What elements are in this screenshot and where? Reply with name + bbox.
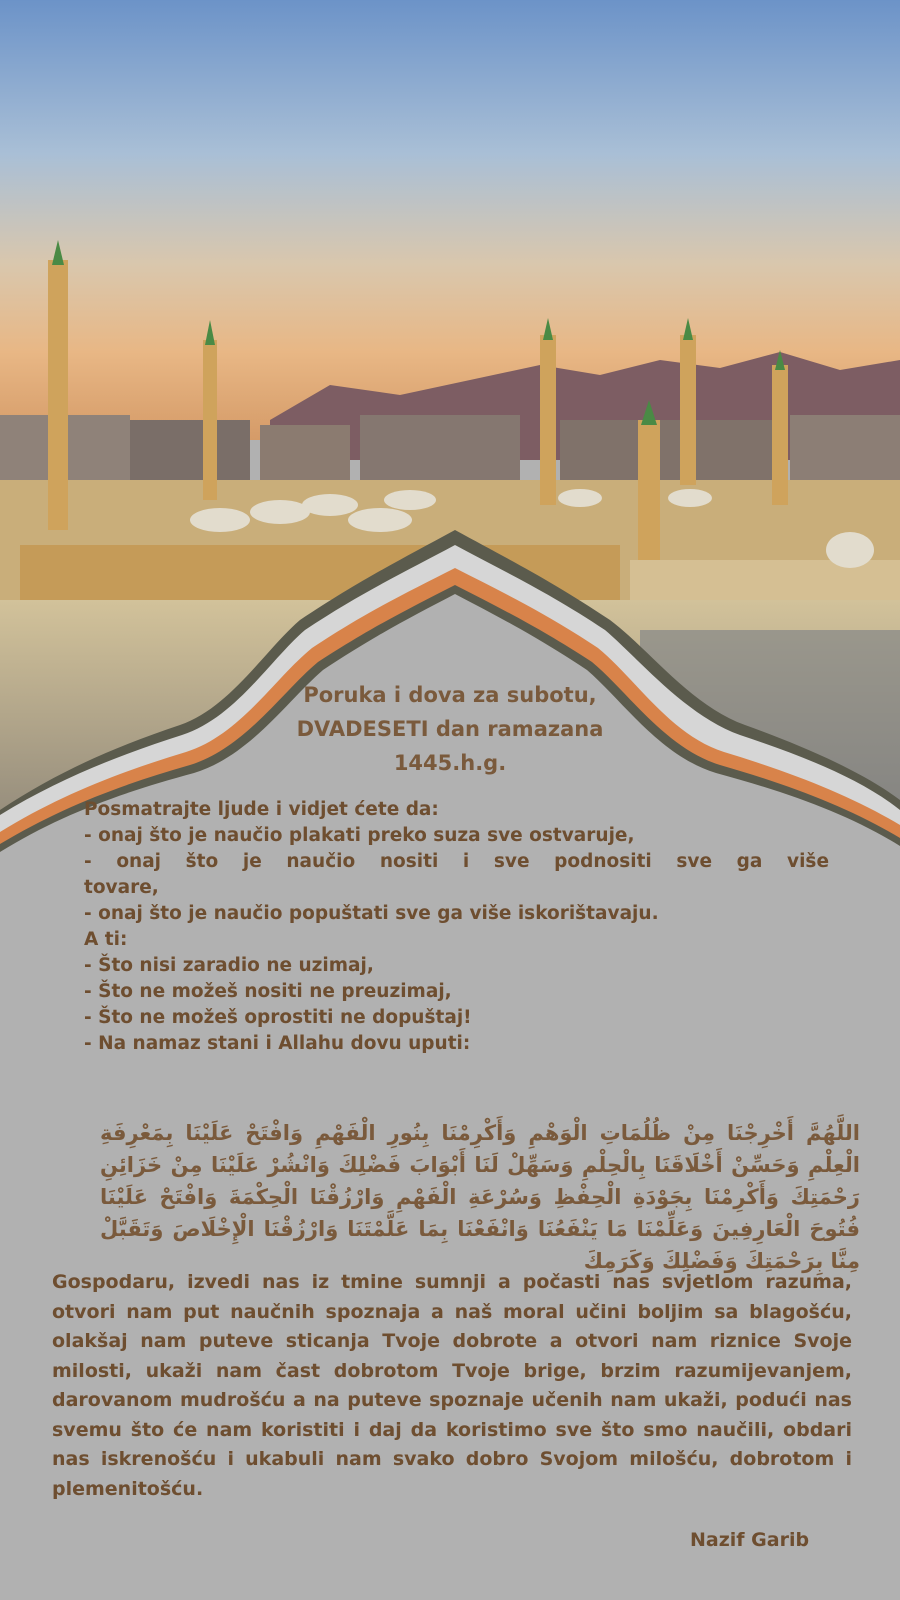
dua-arabic-text: اللَّهُمَّ أَخْرِجْنَا مِنْ ظُلُمَاتِ الْوَهْمِ وَأَكْرِمْنَا بِنُورِ الْفَهْمِ وَافْتَحْ عَلَيْنَا بِمَعْرِفَةِ الْعِلْمِ وَحَسِّنْ أَخْلَاقَنَا بِالْحِلْمِ وَسَهِّلْ لَنَا أَبْوَابَ فَضْلِكَ وَانْشُرْ عَلَيْنَا مِنْ خَزَائِنِ رَحْمَتِكَ وَأَكْرِمْنَا بِجَوْدَةِ الْحِفْظِ وَسُرْعَةِ الْفَهْمِ وَارْزُقْنَا الْحِكْمَةَ وَافْتَحْ عَلَيْنَا فُتُوحَ الْعَارِفِينَ وَعَلِّمْنَا مَا يَنْفَعُنَا وَانْفَعْنَا بِمَا عَلَّمْتَنَا وَارْزُقْنَا الْإِخْلَاصَ وَتَقَبَّلْ مِنَّا بِرَحْمَتِكَ وَفَضْلِكَ وَكَرَمِكَ [100, 1121, 860, 1273]
page-title [150, 678, 750, 780]
advice-block [84, 797, 829, 1057]
advice-you: A ti: [84, 929, 128, 950]
advice-point: - onaj što je naučio popuštati sve ga više iskorištavaju. [84, 903, 659, 924]
advice-intro: Posmatrajte ljude i vidjet ćete da: [84, 799, 439, 820]
title-line-2: DVADESETI dan ramazana [296, 717, 604, 741]
dua-translation: Gospodaru, izvedi nas iz tmine sumnji a počasti nas svjetlom razuma, otvori nam put naučnih spoznaja a naš moral učini boljim sa blagošću, olakšaj nam puteve sticanja Tvoje dobrote a otvori nam riznice Svoje milosti, ukaži nam čast dobrotom Tvoje brige, brzim razumijevanjem, darovanom mudrošću a na puteve spoznaje učenih nam ukaži, podući nas svemu što će nam koristiti i daj da koristimo sve što smo naučili, obdari nas iskrenošću i ukabuli nam svako dobro Svojom milošću, dobrotom i plemenitošću. [52, 1271, 852, 1500]
advice-point: - onaj što je naučio nositi i sve podnositi sve ga više [84, 851, 829, 872]
title-line-1: Poruka i dova za subotu, [303, 683, 597, 707]
title-line-3: 1445.h.g. [393, 751, 507, 775]
advice-rule: - Na namaz stani i Allahu dovu uputi: [84, 1033, 471, 1054]
advice-point: tovare, [84, 877, 159, 898]
author-signature: Nazif Garib [690, 1529, 810, 1551]
advice-rule: - Što ne možeš nositi ne preuzimaj, [84, 981, 452, 1002]
advice-rule: - Što nisi zaradio ne uzimaj, [84, 955, 374, 976]
advice-point: - onaj što je naučio plakati preko suza sve ostvaruje, [84, 825, 635, 846]
advice-rule: - Što ne možeš oprostiti ne dopuštaj! [84, 1007, 472, 1028]
